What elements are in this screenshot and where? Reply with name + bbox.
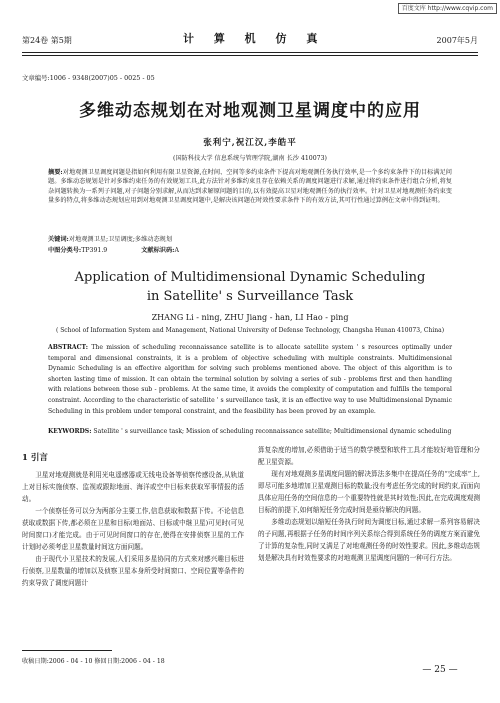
abstract-text: 对地观测卫星调度问题是指如何利用有限卫星资源,在时间、空间等多约束条件下提高对地观测任务执行效率,是一个多约束条件下的目标满足问题。多维动态规划是针对多维约束任务的有效规划工具,此方法针对多维约束且存在依赖关系的调度问题进行求解,通过将约束条件进行组合分析,将复杂问题转换为一系列子问题,对子问题分别求解,从而达到求解原问题的目的,以有效提高卫星对地观测任务的执行效率。针对卫星对地观测任务约束变量多的特点,将多维动态规划应用到对地观测卫星调度问题中,是解决该问题在时效性要求条件下的有效方法,其可行性通过算例在文章中得到证明。 bbox=[48, 169, 452, 204]
keywords-english-label: KEYWORDS: bbox=[48, 428, 92, 435]
clc-code bbox=[48, 247, 123, 254]
journal-name: 计 算 机 仿 真 bbox=[183, 32, 326, 45]
issue-date: 2007年5月 bbox=[436, 36, 478, 45]
affiliation-english: ( School of Information System and Management, National University of Defense Technology, Changsha Hunan 410073, China) bbox=[55, 327, 445, 334]
abstract-english-text: The mission of scheduling reconnaissance satellite is to allocate satellite system ' s resources optimally under temporal and dimensional constraints, it is a problem of objective scheduling with multiple constraints. Multidimensional Dynamic Scheduling is an effective algorithm for solving such problems mentioned above. The object of this algorithm is to shorten lasting time of mission. It can obtain the terminal solution by solving a series of sub - problems first and then handling with relations between those sub - problems. At the same time, it avoids the complexity of computation and fulfills the temporal constraint. According to the characteristic of satellite ' s surveillance task, it is an effective way to use Multidimensional Dynamic Scheduling in this problem under temporal constraint, and the feasibility has been proved by an example. bbox=[48, 344, 452, 415]
keywords-text: 对地观测卫星;卫星调度;多维动态规划 bbox=[68, 236, 173, 243]
paragraph: 算复杂度的增加,必须借助于适当的数学模型和软件工具才能较好地管理和分配卫星资源。 bbox=[258, 446, 480, 466]
doc-code-label: 文献标识码: bbox=[141, 247, 175, 254]
authors-english: ZHANG Li - ning, ZHU Jiang - han, LI Hao - ping bbox=[151, 313, 349, 322]
section-heading-introduction: 1 引言 bbox=[22, 453, 48, 463]
issue-label: 第24卷 第5期 bbox=[22, 36, 72, 45]
paragraph: 多维动态规划以缩短任务执行时间为调度目标,通过求解一系列容易解决的子问题,再根据子任务的时间序列关系综合得到系统任务的调度方案而避免了计算的复杂性,同时又满足了对地观测任务的时效性要求。因此,多维动态规划是解决具有时效性要求的对地观测卫星调度问题的一种可行方法。 bbox=[258, 518, 480, 562]
paragraph: 由于现代小卫星技术的发展,人们采用多星协同的方式来对感兴趣目标进行侦察,卫星数量的增加以及侦察卫星本身所受时间窗口、空间位置等条件的约束导致了调度问题计 bbox=[22, 555, 244, 587]
keywords-label: 关键词: bbox=[48, 236, 69, 243]
keywords-english bbox=[48, 427, 452, 438]
clc-value: TP391.9 bbox=[81, 247, 108, 254]
paragraph: 卫星对地观测就是利用光电遥感器或无线电设备等侦察传感设备,从轨道上对目标实施侦察、监视或跟踪地面、海洋或空中目标来获取军事情报的活动。 bbox=[22, 471, 244, 503]
article-number: 文章编号:1006 - 9348(2007)05 - 0025 - 05 bbox=[22, 74, 155, 82]
page-number: — 25 — bbox=[422, 665, 458, 675]
header-rule-secondary bbox=[22, 55, 478, 56]
keywords-english-text: Satellite ' s surveillance task; Mission of scheduling reconnaissance satellite; Multidimensional dynamic scheduling bbox=[93, 428, 452, 435]
paragraph: 现有对地观测多星调度问题的解决算法多集中在提高任务的“完成率”上,即尽可能多地增加卫星观测目标的数量;没有考虑任务完成的时间约束,而面向具体应用任务的空间信息的一个重要特性就是其时效性;因此,在完成调度观测目标的前提下,如何缩短任务完成时间是亟待解决的问题。 bbox=[258, 470, 480, 514]
doc-code bbox=[141, 247, 195, 254]
footnote-rule bbox=[22, 650, 112, 651]
clc-label: 中图分类号: bbox=[48, 247, 82, 254]
abstract-english-label: ABSTRACT: bbox=[48, 344, 89, 351]
title-english-line2: in Satellite' s Surveillance Task bbox=[146, 289, 354, 304]
doc-code-value: A bbox=[174, 247, 179, 254]
title-english bbox=[0, 268, 500, 306]
abstract-chinese bbox=[48, 168, 452, 205]
header-rule bbox=[22, 52, 478, 53]
paragraph: 一个侦察任务可以分为两部分主要工作,信息获取和数据下传。不论信息获取或数据下传,都必须在卫星和目标(地面站、目标或中继卫星)可见时(可见时间窗口)才能完成。由于可见时间窗口的存在,使得在安排侦察卫星的工作计划时必须考虑卫星数量时间这方面问题。 bbox=[22, 507, 244, 551]
received-date: 收稿日期:2006 - 04 - 10 修回日期:2006 - 04 - 18 bbox=[22, 658, 165, 665]
body-column-right bbox=[258, 444, 480, 564]
abstract-english bbox=[48, 343, 452, 417]
title-english-line1: Application of Multidimensional Dynamic Scheduling bbox=[74, 270, 426, 285]
running-header bbox=[22, 30, 478, 46]
title-chinese: 多维动态规划在对地观测卫星调度中的应用 bbox=[79, 101, 421, 121]
affiliation-chinese: (国防科技大学 信息系统与管理学院,湖南 长沙 410073) bbox=[173, 155, 327, 162]
body-column-left bbox=[22, 452, 244, 589]
keywords-chinese bbox=[48, 234, 452, 243]
authors-chinese: 张利宁,祝江汉,李皓平 bbox=[203, 138, 297, 148]
abstract-label: 摘要: bbox=[48, 169, 63, 176]
classification-line bbox=[48, 245, 452, 254]
watermark: 百度文库 http://www.cqvip.com bbox=[398, 3, 497, 14]
